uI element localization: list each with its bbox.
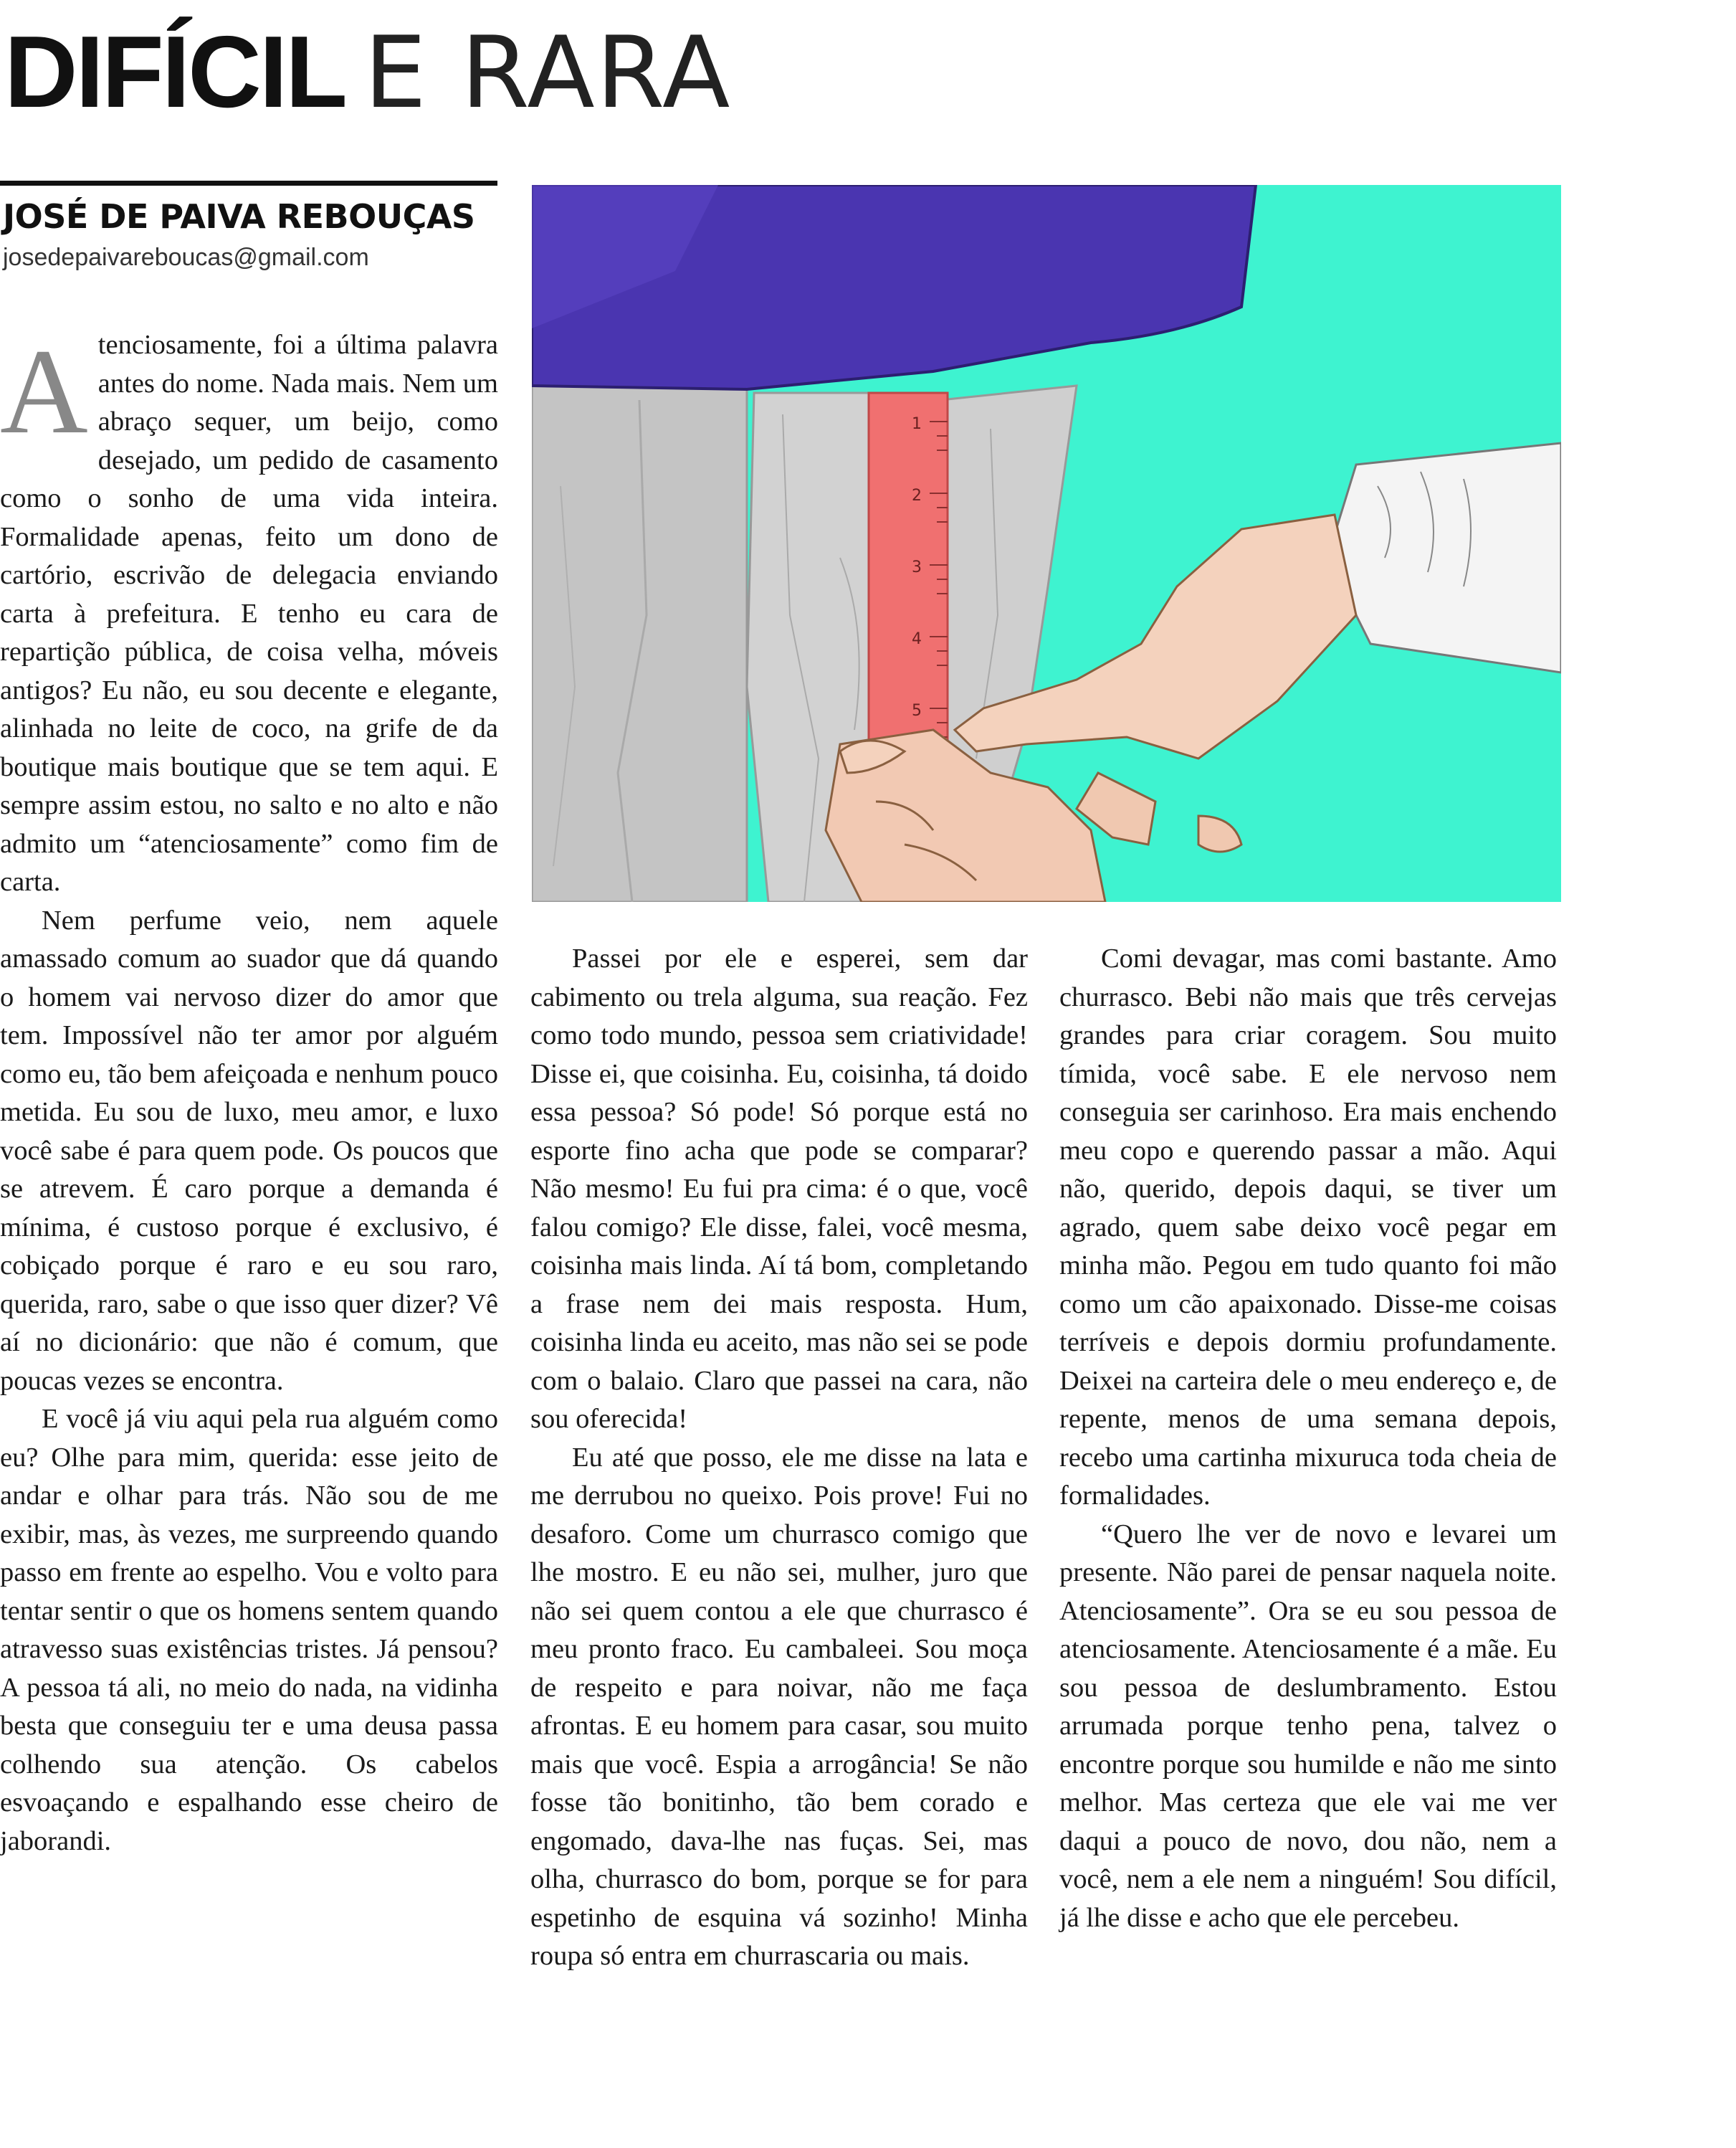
drop-cap: A bbox=[0, 324, 88, 459]
headline-light: E RARA bbox=[363, 15, 732, 130]
author-email[interactable]: josedepaivareboucas@gmail.com bbox=[3, 244, 369, 271]
paragraph-1: tenciosamente, foi a última palavra antes do nome. Nada mais. Nem um abraço sequer, um beijo, como desejado, um pedido de casamento como o sonho de uma vida inteira. Formalidade apenas, feito um dono de cartório, escrivão de delegacia enviando carta à prefeitura. E tenho eu cara de repartição pública, de coisa velha, móveis antigos? Eu não, eu sou decente e elegante, alinhada no leite de coco, na grife de da boutique mais boutique que se tem aqui. E sempre assim estou, no salto e no alto e não admito um “atenciosamente” como fim de carta. bbox=[0, 330, 498, 897]
ruler-mark-2: 2 bbox=[912, 487, 922, 505]
article-column-1 bbox=[0, 326, 498, 1861]
author-name: JOSÉ DE PAIVA REBOUÇAS bbox=[3, 197, 475, 236]
paragraph-6: Comi devagar, mas comi bastante. Amo churrasco. Bebi não mais que três cervejas grandes para criar coragem. Sou muito tímida, você sabe. E ele nervoso nem conseguia ser carinhoso. Era mais enchendo meu copo e querendo passar a mão. Aqui não, querido, depois daqui, se tiver um agrado, quem sabe deixo você pegar em minha mão. Pegou em tudo quanto foi mão como um cão apaixonado. Disse-me coisas terríveis e depois dormiu profundamente. Deixei na carteira dele o meu endereço e, de repente, menos de uma semana depois, recebo uma cartinha mixuruca toda cheia de formalidades. bbox=[1059, 944, 1557, 1511]
paragraph-3: E você já viu aqui pela rua alguém como eu? Olhe para mim, querida: esse jeito de andar e olhar para trás. Não sou de me exibir, mas, às vezes, me surpreendo quando passo em frente ao espelho. Vou e volto para tentar sentir o que os homens sentem quando atravesso suas existências tristes. Já pensou? A pessoa tá ali, no meio do nada, na vidinha besta que conseguiu ter e uma deusa passa colhendo sua atenção. Os cabelos esvoaçando e espalhando esse cheiro de jaborandi. bbox=[0, 1404, 498, 1856]
article-column-2 bbox=[530, 940, 1028, 1976]
ruler-mark-1: 1 bbox=[912, 415, 922, 433]
paragraph-4: Passei por ele e esperei, sem dar cabimento ou trela alguma, sua reação. Fez como todo mundo, pessoa sem criatividade! Disse ei, que coisinha. Eu, coisinha, tá doido essa pessoa? Só pode! Só porque está no esporte fino acha que pode se comparar? Não mesmo! Eu fui pra cima: é o que, você falou comigo? Ele disse, falei, você mesma, coisinha mais linda. Aí tá bom, completando a frase nem dei mais resposta. Hum, coisinha linda eu aceito, mas não sei se pode com o balaio. Claro que passei na cara, não sou oferecida! bbox=[530, 944, 1028, 1434]
byline-rule bbox=[0, 181, 497, 186]
paragraph-5: Eu até que posso, ele me disse na lata e me derrubou no queixo. Pois prove! Fui no desaforo. Come um churrasco comigo que lhe mostro. E eu não sei, mulher, juro que não sei quem contou a ele que churrasco é meu pronto fraco. Eu cambaleei. Sou moça de respeito e para noivar, não me faça afrontas. E eu homem para casar, sou muito mais que você. Espia a arrogância! Se não fosse tão bonitinho, tão bem corado e engomado, dava-lhe nas fuças. Sei, mas olha, churrasco do bom, porque se for para espetinho de esquina vá sozinho! Minha roupa só entra em churrascaria ou mais. bbox=[530, 1442, 1028, 1971]
paragraph-7: “Quero lhe ver de novo e levarei um presente. Não parei de pensar naquela noite. Atenciosamente”. Ora se eu sou pessoa de atenciosamente. Atenciosamente é a mãe. Eu sou pessoa de deslumbramento. Estou arrumada porque tenho pena, talvez o encontre porque sou humilde e não me sinto melhor. Mas certeza que ele vai me ver daqui a pouco de novo, dou não, nem a você, nem a ele nem a ninguém! Sou difícil, já lhe disse e acho que ele percebeu. bbox=[1059, 1519, 1557, 1933]
illustration bbox=[532, 185, 1561, 902]
ruler-mark-3: 3 bbox=[912, 559, 922, 576]
headline-bold: DIFÍCIL bbox=[4, 15, 345, 129]
article-column-3 bbox=[1059, 940, 1557, 1937]
headline bbox=[4, 15, 732, 130]
paragraph-2: Nem perfume veio, nem aquele amassado comum ao suador que dá quando o homem vai nervoso dizer do amor que tem. Impossível não ter amor por alguém como eu, tão bem afeiçoada e nenhum pouco metida. Eu sou de luxo, meu amor, e luxo você sabe é para quem pode. Os poucos que se atrevem. É caro porque a demanda é mínima, é custoso porque é exclusivo, é cobiçado porque é raro e eu sou raro, querida, raro, sabe o que isso quer dizer? Vê aí no dicionário: que não é comum, que poucas vezes se encontra. bbox=[0, 905, 498, 1396]
ruler-mark-4: 4 bbox=[912, 630, 922, 648]
ruler-mark-5: 5 bbox=[912, 702, 922, 720]
measuring-illustration bbox=[532, 185, 1561, 902]
